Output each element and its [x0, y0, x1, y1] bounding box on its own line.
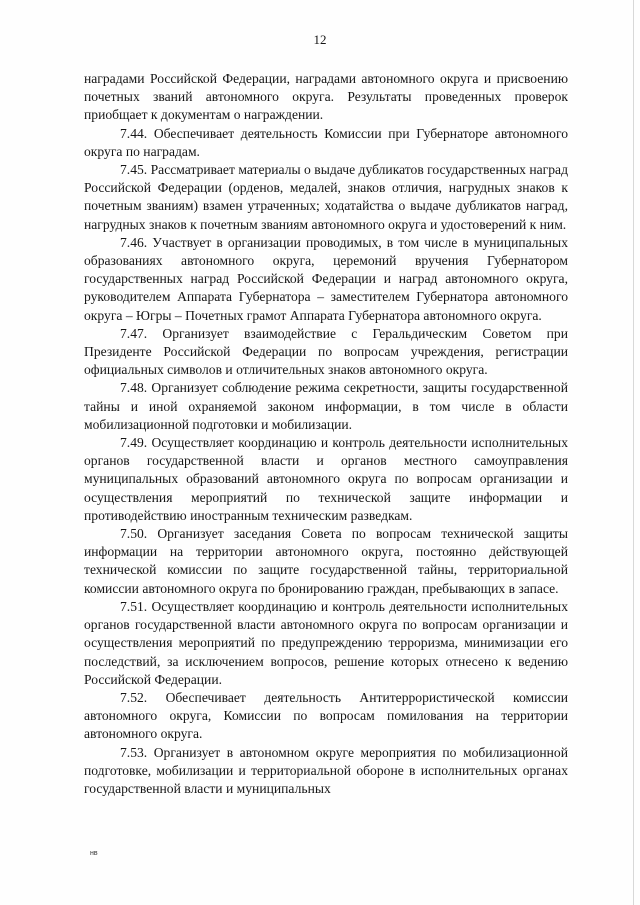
footer-mark: нв: [90, 850, 98, 857]
document-body: [84, 70, 568, 798]
paragraph-7-52: 7.52. Обеспечивает деятельность Антитеррористической комиссии автономного округа, Комиссии по вопросам помилования на территории автономного округа.: [84, 689, 568, 742]
paragraph-7-45: 7.45. Рассматривает материалы о выдаче дубликатов государственных наград Российской Федерации (орденов, медалей, знаков отличия, нагрудных знаков к почетным званиям) взамен утраченных; ходатайства о выдаче дубликатов наград, нагрудных знаков к почетным званиям автономного округа и удостоверений к ним.: [84, 162, 568, 232]
paragraph-7-44: 7.44. Обеспечивает деятельность Комиссии при Губернаторе автономного округа по наградам.: [84, 125, 568, 159]
paragraph-7-53: 7.53. Организует в автономном округе мероприятия по мобилизационной подготовке, мобилизации и территориальной обороне в исполнительных органах государственной власти и муниципальных: [84, 744, 568, 796]
paragraph-7-49: 7.49. Осуществляет координацию и контроль деятельности исполнительных органов государственной власти и органов местного самоуправления муниципальных образований автономного округа по вопросам организации и осуществления мероприятий по технической защите информации и противодействию иностранным техническим разведкам.: [84, 435, 568, 523]
paragraph-continuation: наградами Российской Федерации, наградами автономного округа и присвоению почетных званий автономного округа. Результаты проведенных проверок приобщает к документам о награждении.: [84, 71, 568, 123]
paragraph-7-51: 7.51. Осуществляет координацию и контроль деятельности исполнительных органов государственной власти автономного округа по вопросам организации и осуществления мероприятий по предупреждению терроризма, минимизации его последствий, за исключением вопросов, решение которых отнесено к ведению Российской Федерации.: [84, 598, 568, 687]
paragraph-7-50: 7.50. Организует заседания Совета по вопросам технической защиты информации на территории автономного округа, постоянно действующей технической комиссии по защите государственной тайны, территориальной комиссии автономного округа по бронированию граждан, пребывающих в запасе.: [84, 526, 568, 596]
page-number: 12: [313, 32, 327, 47]
paragraph-7-46: 7.46. Участвует в организации проводимых, в том числе в муниципальных образованиях автономного округа, церемоний вручения Губернатором государственных наград Российской Федерации и наград автономного округа, руководителем Аппарата Губернатора – заместителем Губернатора автономного округа – Югры – Почетных грамот Аппарата Губернатора автономного округа.: [84, 234, 568, 323]
page-edge: [633, 0, 634, 905]
paragraph-7-48: 7.48. Организует соблюдение режима секретности, защиты государственной тайны и иной охраняемой законом информации, в том числе в области мобилизационной подготовки и мобилизации.: [84, 380, 568, 432]
paragraph-7-47: 7.47. Организует взаимодействие с Геральдическим Советом при Президенте Российской Федерации по вопросам учреждения, регистрации официальных символов и отличительных знаков автономного округа.: [84, 325, 568, 378]
